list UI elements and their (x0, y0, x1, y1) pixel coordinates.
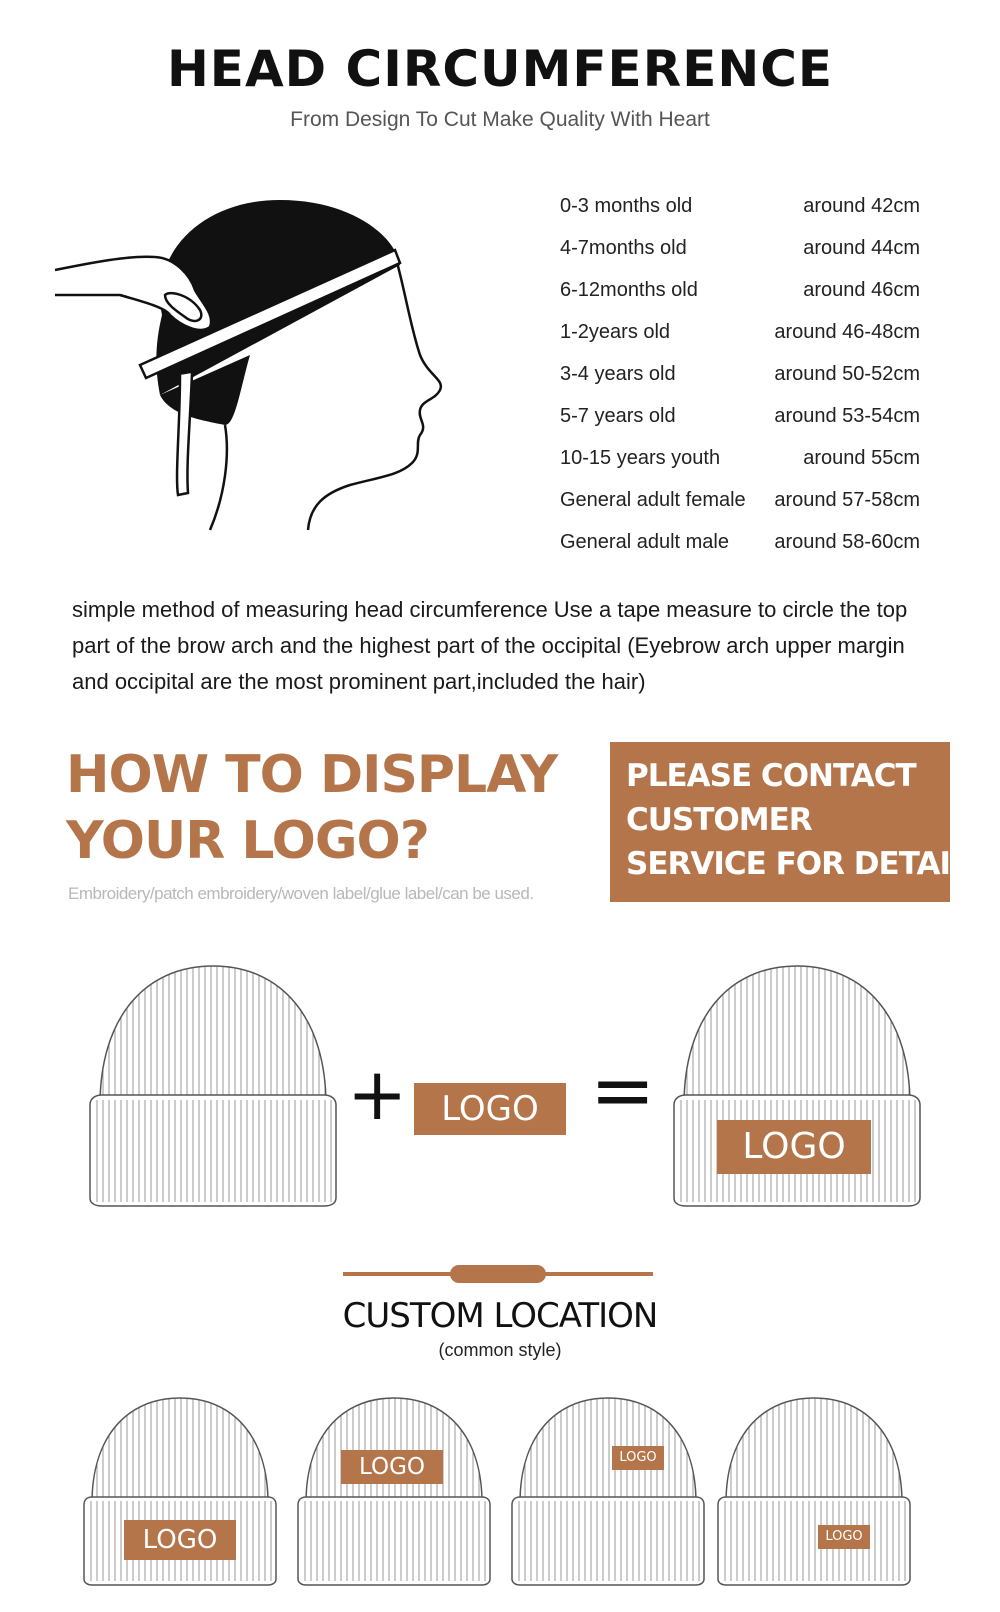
hat-logo-badge: LOGO (612, 1446, 664, 1470)
size-row (560, 489, 920, 519)
size-value: around 55cm (803, 447, 920, 469)
size-value: around 57-58cm (774, 489, 920, 511)
description-line: part of the brow arch and the highest part of the occipital (Eyebrow arch upper margin (72, 633, 905, 658)
beanie-hat-icon (510, 1393, 706, 1589)
size-row (560, 531, 920, 561)
contact-service-banner (610, 742, 991, 902)
age-label: 3-4 years old (560, 363, 676, 385)
beanie-hat-icon (296, 1393, 492, 1589)
size-row (560, 237, 920, 267)
age-label: 5-7 years old (560, 405, 676, 427)
size-value: around 53-54cm (774, 405, 920, 427)
description-line: and occipital are the most prominent part,included the hair) (72, 669, 646, 694)
logo-methods-text: Embroidery/patch embroidery/woven label/glue label/can be used. (68, 884, 534, 903)
head-measuring-illustration (50, 195, 450, 545)
page-title: HEAD CIRCUMFERENCE (166, 40, 834, 98)
age-label: 10-15 years youth (560, 447, 721, 469)
hat-logo-badge: LOGO (818, 1525, 870, 1549)
hat-logo-badge: LOGO (341, 1450, 443, 1484)
equals-sign: = (590, 1046, 656, 1136)
plus-sign: + (347, 1052, 408, 1136)
size-value: around 46-48cm (774, 321, 920, 343)
size-value: around 42cm (803, 195, 920, 217)
description-line: simple method of measuring head circumference Use a tape measure to circle the top (72, 597, 908, 622)
hat-logo-badge: LOGO (717, 1120, 871, 1174)
age-label: General adult male (560, 531, 729, 553)
size-row (560, 363, 920, 393)
age-label: General adult female (560, 489, 746, 511)
contact-line: PLEASE CONTACT (626, 758, 916, 794)
size-row (560, 447, 920, 477)
beanie-hat-icon (716, 1393, 912, 1589)
contact-line: CUSTOMER (626, 802, 812, 838)
custom-location-title: CUSTOM LOCATION (342, 1296, 658, 1336)
custom-location-subtitle: (common style) (438, 1340, 562, 1360)
size-value: around 50-52cm (774, 363, 920, 385)
size-value: around 58-60cm (774, 531, 920, 553)
contact-line: SERVICE FOR DETAILS (626, 846, 991, 882)
size-row (560, 279, 920, 309)
size-value: around 44cm (803, 237, 920, 259)
size-value: around 46cm (803, 279, 920, 301)
age-label: 1-2years old (560, 321, 671, 343)
logo-display-heading (66, 742, 557, 874)
measuring-description (72, 592, 962, 700)
beanie-hat-icon (88, 960, 338, 1210)
heading-line: HOW TO DISPLAY (66, 745, 558, 805)
heading-line: YOUR LOGO? (66, 811, 429, 871)
logo-badge: LOGO (414, 1083, 566, 1135)
section-divider (343, 1262, 653, 1286)
age-label: 0-3 months old (560, 195, 693, 217)
size-row (560, 321, 920, 351)
size-row (560, 195, 920, 225)
page-subtitle: From Design To Cut Make Quality With Heart (290, 108, 710, 131)
age-label: 4-7months old (560, 237, 687, 259)
age-label: 6-12months old (560, 279, 698, 301)
size-row (560, 405, 920, 435)
hat-logo-badge: LOGO (124, 1520, 236, 1560)
